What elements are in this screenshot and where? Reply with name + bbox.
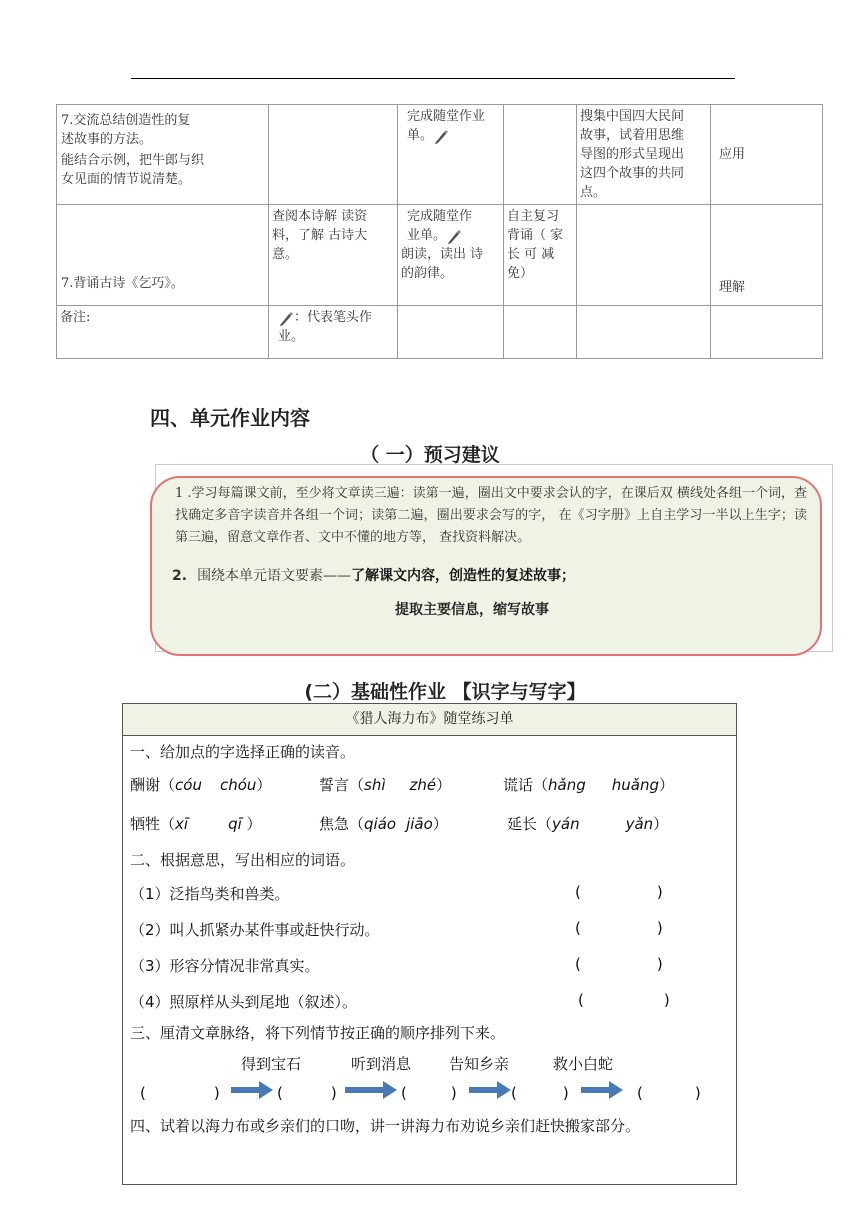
objective-cell: 7.交流总结创造性的复 述故事的方法。 能结合示例，把牛郎与织 女见面的情节说清楚。 (57, 105, 269, 205)
answer-area[interactable] (130, 1144, 729, 1178)
table-row (57, 105, 823, 205)
preview-item-2: 2. 围绕本单元语文要素——了解课文内容，创造性的复述故事； (172, 568, 576, 584)
question-4: 四、试着以海力布或乡亲们的口吻，讲一讲海力布劝说乡亲们赶快搬家部分。 (130, 1117, 641, 1135)
definition-item: （3）形容分情况非常真实。 (130, 957, 320, 975)
event-option: 听到消息 (351, 1055, 412, 1073)
answer-blank[interactable]: ( ) (575, 883, 663, 901)
worksheet-title: 《猎人海力布》随堂练习单 (123, 704, 736, 736)
worksheet (122, 703, 737, 1185)
sequence-blank[interactable]: ( ) (277, 1084, 337, 1102)
preview-heading: （ 一）预习建议 (360, 444, 500, 466)
remark-note: ：代表笔头作 业。 (269, 306, 398, 359)
pen-icon (446, 228, 462, 244)
review-cell: 自主复习 背诵（ 家 长 可 减 免） (504, 205, 577, 306)
arrow-right-icon (581, 1081, 623, 1099)
extension-cell: 搜集中国四大民间 故事，试着用思维 导图的形式呈现出 这四个故事的共同 点。 (577, 105, 711, 205)
pinyin-item: 酬谢（cóu chóu） (130, 776, 272, 794)
definition-item: （1）泛指鸟类和兽类。 (130, 885, 290, 903)
question-1: 一、给加点的字选择正确的读音。 (130, 743, 356, 761)
event-option: 得到宝石 (241, 1055, 302, 1073)
event-option: 救小白蛇 (553, 1055, 614, 1073)
definition-item: （2）叫人抓紧办某件事或赶快行动。 (130, 921, 380, 939)
sequence-blank[interactable]: ( ) (637, 1084, 701, 1102)
objective-cell: 7.背诵古诗《乞巧》。 (57, 205, 269, 306)
answer-blank[interactable]: ( ) (575, 955, 663, 973)
homework-plan-table (56, 104, 823, 359)
basic-heading: (二）基础性作业 【识字与写字】 (304, 681, 586, 703)
event-option: 告知乡亲 (449, 1055, 510, 1073)
answer-blank[interactable]: ( ) (578, 991, 670, 1009)
level-cell: 应用 (711, 105, 823, 205)
question-3: 三、厘清文章脉络，将下列情节按正确的顺序排列下来。 (130, 1024, 506, 1042)
remark-label: 备注: (57, 306, 269, 359)
arrow-right-icon (345, 1081, 397, 1099)
section-heading: 四、单元作业内容 (150, 406, 310, 430)
level-cell: 理解 (711, 205, 823, 306)
header-rule (131, 78, 735, 79)
definition-item: （4）照原样从头到尾地（叙述）。 (130, 993, 358, 1011)
arrow-right-icon (469, 1081, 511, 1099)
pen-icon (278, 310, 294, 326)
pinyin-item: 谎话（hǎng huǎng） (503, 776, 674, 794)
sequence-blank[interactable]: ( ) (140, 1084, 220, 1102)
task-cell: 完成随堂作业 单。 (398, 105, 504, 205)
reading-cell: 查阅本诗解 读资 料，了解 古诗大 意。 (269, 205, 398, 306)
pinyin-item: 焦急（qiáo jiāo） (319, 815, 448, 833)
arrow-right-icon (231, 1081, 273, 1099)
preview-item-3: 提取主要信息，缩写故事 (395, 602, 549, 618)
pinyin-item: 誓言（shì zhé） (319, 776, 452, 794)
question-2: 二、根据意思，写出相应的词语。 (130, 851, 356, 869)
table-row (57, 205, 823, 306)
preview-item-1: 1 .学习每篇课文前，至少将文章读三遍：读第一遍，圈出文中要求会认的字，在课后双 横线处各组一个词，查找确定多音字读音并各组一个词；读第二遍，圈出要求会写的字， 在《习字册》上自主学习一半以上生字；读第三遍，留意文章作者、文中不懂的地方等， 查找资料解决。 (175, 486, 807, 545)
sequence-blank[interactable]: ( ) (401, 1084, 457, 1102)
answer-blank[interactable]: ( ) (575, 919, 663, 937)
pinyin-item: 牺牲（xī qī ） (130, 815, 262, 833)
sequence-blank[interactable]: ( ) (511, 1084, 569, 1102)
pinyin-item: 延长（yán yǎn） (507, 815, 669, 833)
pen-icon (433, 128, 449, 144)
task-cell: 完成随堂作 业单。 朗读，读出 诗 的韵律。 (398, 205, 504, 306)
table-row (57, 306, 823, 359)
